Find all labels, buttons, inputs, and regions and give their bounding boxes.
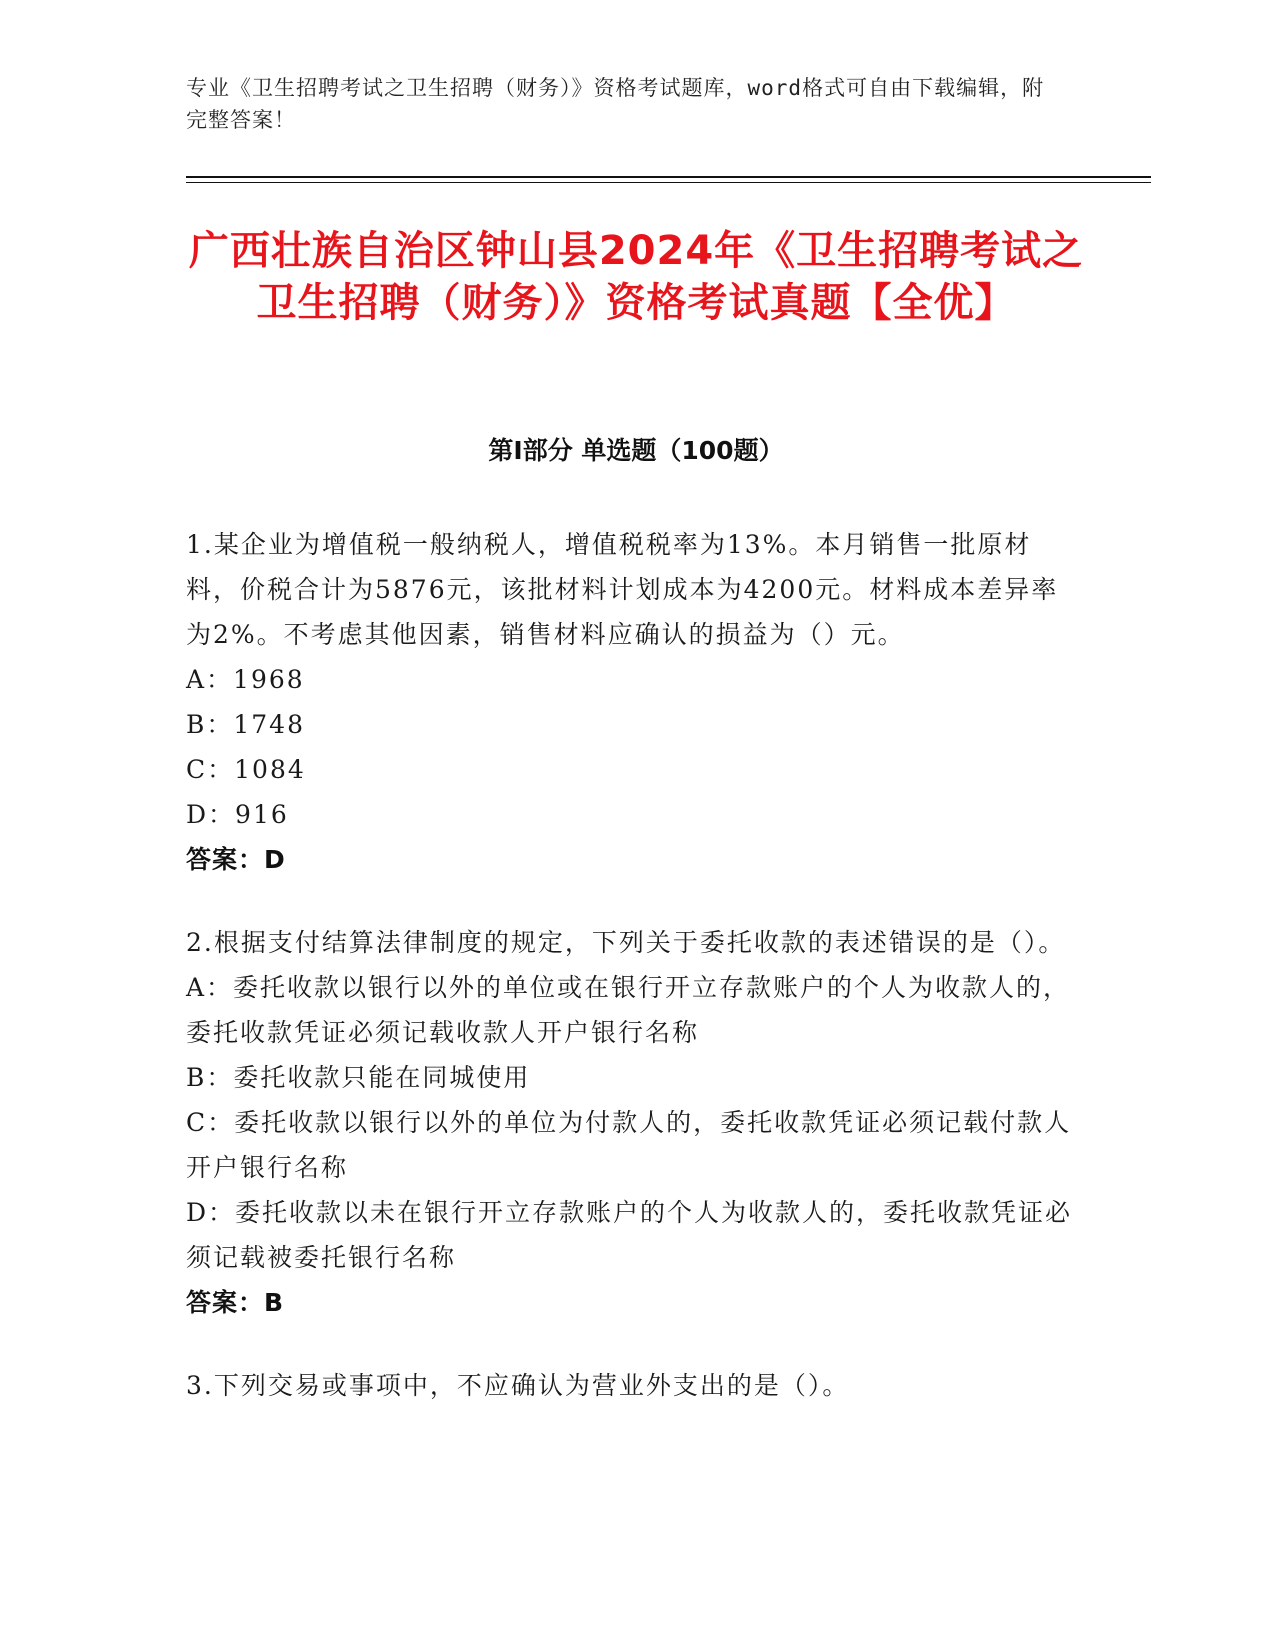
- question-3: [186, 1363, 1081, 1408]
- header-divider: [186, 176, 1151, 178]
- option-a: A：委托收款以银行以外的单位或在银行开立存款账户的个人为收款人的，委托收款凭证必须记载收款人开户银行名称: [186, 973, 1071, 1047]
- question-stem: 2.根据支付结算法律制度的规定，下列关于委托收款的表述错误的是（）。: [186, 928, 1066, 957]
- option-c: C：1084: [186, 755, 306, 784]
- header-note: 专业《卫生招聘考试之卫生招聘（财务）》资格考试题库，word格式可自由下载编辑，附完整答案！: [186, 76, 1045, 132]
- question-stem: 1.某企业为增值税一般纳税人，增值税税率为13%。本月销售一批原材料，价税合计为5876元，该批材料计划成本为4200元。材料成本差异率为2%。不考虑其他因素，销售材料应确认的损益为（）元。: [186, 530, 1059, 649]
- question-list: [186, 522, 1081, 1446]
- option-d: D：916: [186, 800, 289, 829]
- option-d: D：委托收款以未在银行开立存款账户的个人为收款人的，委托收款凭证必须记载被委托银行名称: [186, 1198, 1073, 1272]
- answer: 答案：B: [186, 1288, 285, 1317]
- option-c: C：委托收款以银行以外的单位为付款人的，委托收款凭证必须记载付款人开户银行名称: [186, 1108, 1072, 1182]
- option-a: A：1968: [186, 665, 305, 694]
- answer: 答案：D: [186, 845, 286, 874]
- header-divider-thin: [186, 182, 1151, 183]
- document-title: 广西壮族自治区钟山县2024年《卫生招聘考试之卫生招聘（财务）》资格考试真题【全优】: [188, 228, 1084, 326]
- question-stem: 3.下列交易或事项中，不应确认为营业外支出的是（）。: [186, 1371, 850, 1400]
- option-b: B：委托收款只能在同城使用: [186, 1063, 531, 1092]
- question-1: [186, 522, 1081, 882]
- section-title: 第Ⅰ部分 单选题（100题）: [488, 436, 784, 465]
- question-2: [186, 920, 1081, 1325]
- option-b: B：1748: [186, 710, 305, 739]
